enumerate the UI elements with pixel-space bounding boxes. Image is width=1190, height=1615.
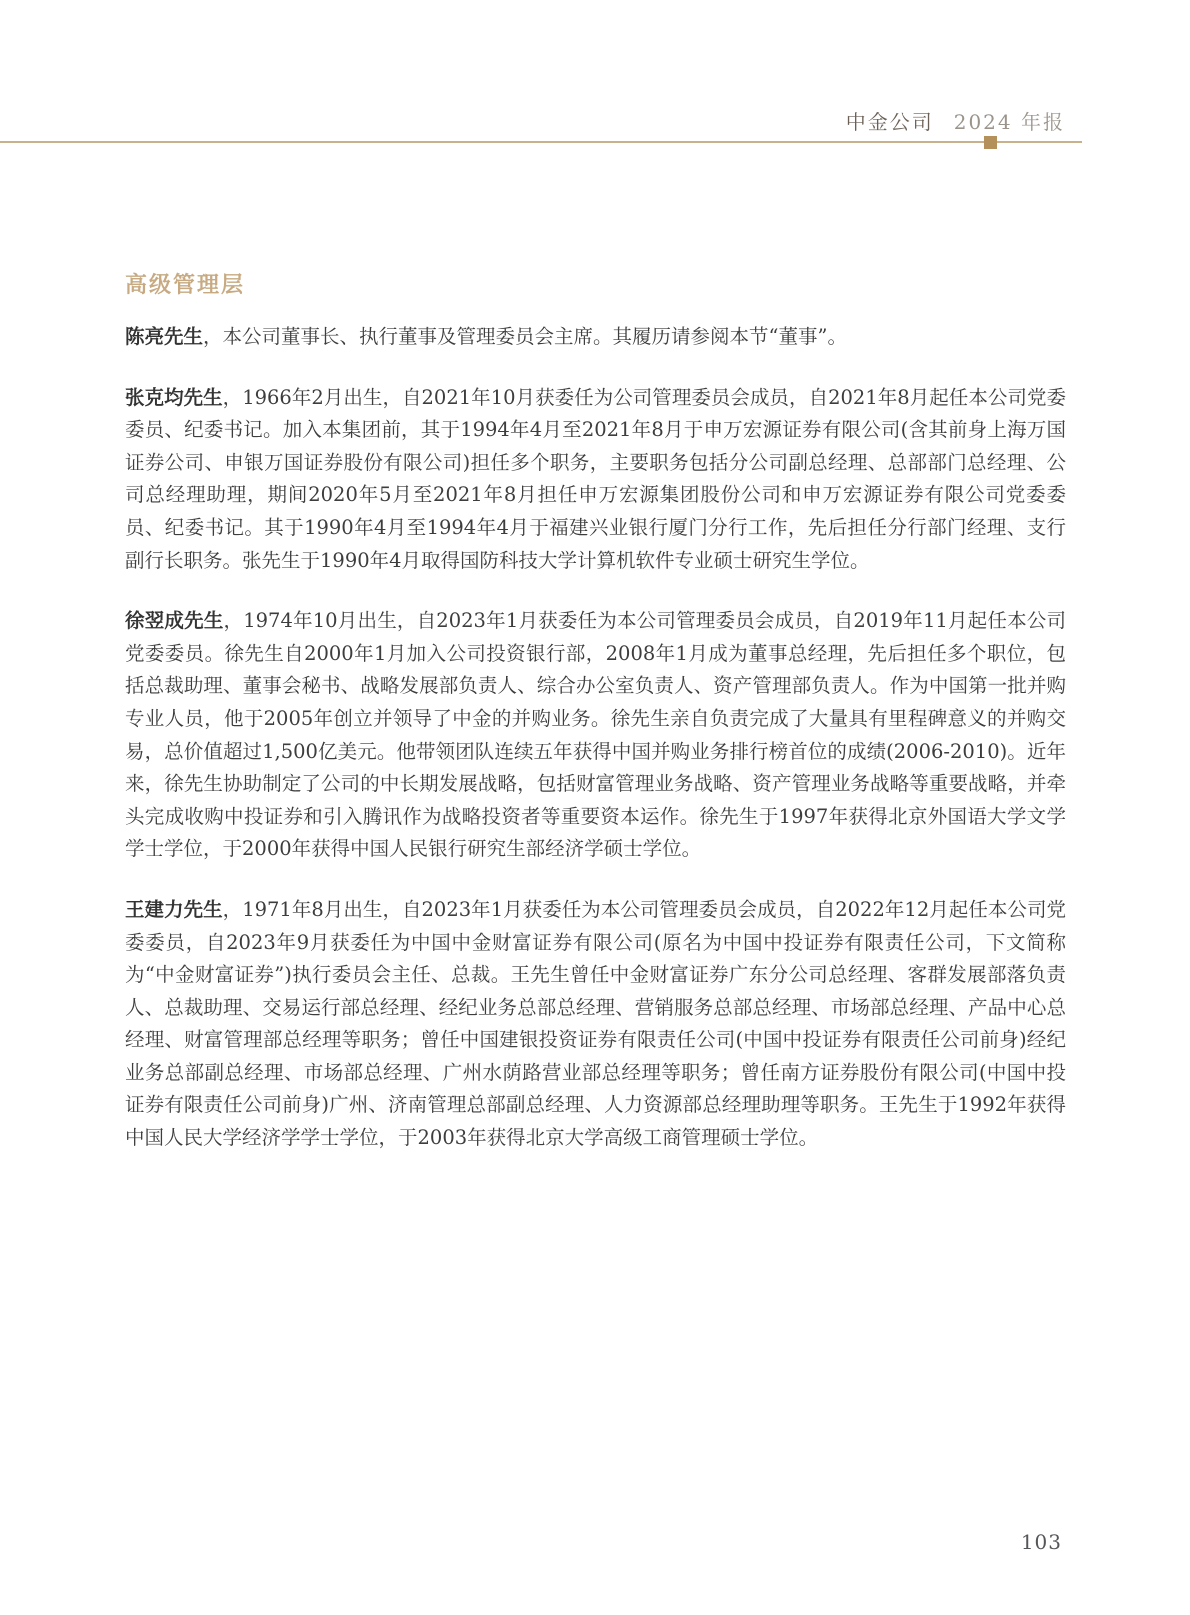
profile-name: 陈亮先生 [125,325,204,348]
profile-bio-text: ，本公司董事长、执行董事及管理委员会主席。其履历请参阅本节“董事”。 [203,325,847,348]
profile-paragraph-wang-jianli [125,894,1066,1155]
header-report-edition: 2024 年报 [953,110,1065,134]
profile-bio-text: ，1974年10月出生，自2023年1月获委任为本公司管理委员会成员，自2019年11月起任本公司党委委员。徐先生自2000年1月加入公司投资银行部，2008年1月成为董事总经理，先后担任多个职位，包括总裁助理、董事会秘书、战略发展部负责人、综合办公室负责人、资产管理部负责人。作为中国第一批并购专业人员，他于2005年创立并领导了中金的并购业务。徐先生亲自负责完成了大量具有里程碑意义的并购交易，总价值超过1,500亿美元。他带领团队连续五年获得中国并购业务排行榜首位的成绩(2006-2010)。近年来，徐先生协助制定了公司的中长期发展战略，包括财富管理业务战略、资产管理业务战略等重要战略，并牵头完成收购中投证券和引入腾讯作为战略投资者等重要资本运作。徐先生于1997年获得北京外国语大学文学学士学位，于2000年获得中国人民银行研究生部经济学硕士学位。 [125,609,1066,861]
main-content [125,268,1066,1183]
profile-paragraph-zhang-kejun [125,382,1066,578]
profile-paragraph-xu-yicheng [125,605,1066,866]
running-header [846,106,1065,135]
profile-name: 徐翌成先生 [125,609,224,633]
profile-bio-text: ，1966年2月出生，自2021年10月获委任为公司管理委员会成员，自2021年8月起任本公司党委委员、纪委书记。加入本集团前，其于1994年4月至2021年8月于申万宏源证券有限公司(含其前身上海万国证券公司、申银万国证券股份有限公司)担任多个职务，主要职务包括分公司副总经理、总部部门总经理、公司总经理助理，期间2020年5月至2021年8月担任申万宏源集团股份公司和申万宏源证券有限公司党委委员、纪委书记。其于1990年4月至1994年4月于福建兴业银行厦门分行工作，先后担任分行部门经理、支行副行长职务。张先生于1990年4月取得国防科技大学计算机软件专业硕士研究生学位。 [125,385,1066,572]
section-title: 高级管理层 [125,273,246,298]
profile-name: 张克均先生 [125,385,223,409]
header-company-name: 中金公司 [845,110,934,134]
profile-bio-text: ，1971年8月出生，自2023年1月获委任为本公司管理委员会成员，自2022年12月起任本公司党委委员，自2023年9月获委任为中国中金财富证券有限公司(原名为中国中投证券有限责任公司，下文简称为“中金财富证券”)执行委员会主任、总裁。王先生曾任中金财富证券广东分公司总经理、客群发展部落负责人、总裁助理、交易运行部总经理、经纪业务总部总经理、营销服务总部总经理、市场部总经理、产品中心总经理、财富管理部总经理等职务；曾任中国建银投资证券有限责任公司(中国中投证券有限责任公司前身)经纪业务总部副总经理、市场部总经理、广州水荫路营业部总经理等职务；曾任南方证券股份有限公司(中国中投证券有限责任公司前身)广州、济南管理总部副总经理、人力资源部总经理助理等职务。王先生于1992年获得中国人民大学经济学学士学位，于2003年获得北京大学高级工商管理硕士学位。 [125,897,1066,1150]
page-number: 103 [1020,1530,1062,1554]
profile-name: 王建力先生 [125,897,223,921]
header-divider-line [0,141,1082,143]
profile-paragraph-chen-liang [125,321,1066,354]
header-accent-square [984,136,997,149]
